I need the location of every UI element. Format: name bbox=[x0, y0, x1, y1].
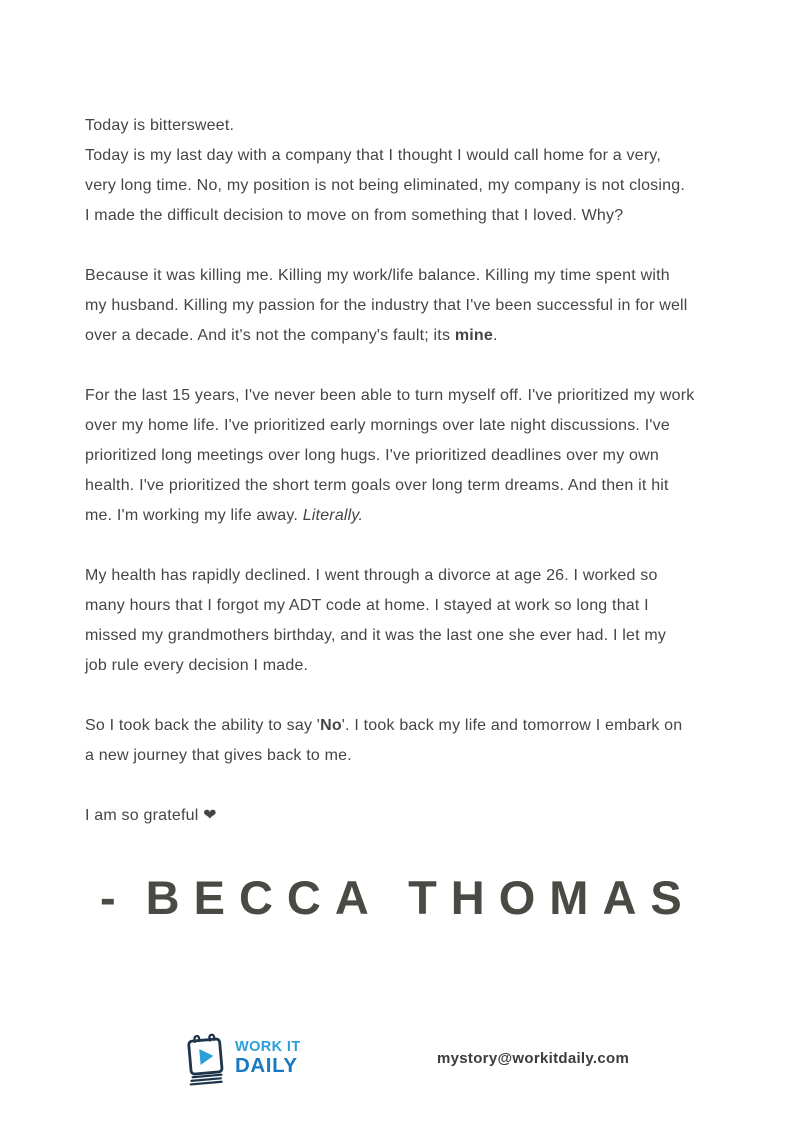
calendar-play-icon bbox=[183, 1030, 229, 1086]
footer bbox=[0, 1028, 794, 1088]
logo-text-workit: WORK IT bbox=[235, 1038, 301, 1055]
text-line: over my home life. I've prioritized early mornings over late night discussions. I've bbox=[85, 417, 670, 434]
text-line: So I took back the ability to say 'No'. I took back my life and tomorrow I embark on bbox=[85, 717, 683, 734]
text-line: I am so grateful ❤ bbox=[85, 807, 217, 824]
text-line: Because it was killing me. Killing my work/life balance. Killing my time spent with bbox=[85, 267, 670, 284]
paragraph bbox=[85, 381, 750, 531]
text-line: very long time. No, my position is not being eliminated, my company is not closing. bbox=[85, 177, 685, 194]
letter-body bbox=[85, 111, 750, 831]
text-line: Today is bittersweet. bbox=[85, 117, 235, 134]
text-line: health. I've prioritized the short term goals over long term dreams. And then it hit bbox=[85, 477, 669, 494]
text-line: my husband. Killing my passion for the industry that I've been successful in for well bbox=[85, 297, 688, 314]
text-line: many hours that I forgot my ADT code at home. I stayed at work so long that I bbox=[85, 597, 649, 614]
paragraph bbox=[85, 561, 750, 681]
text-line: My health has rapidly declined. I went through a divorce at age 26. I worked so bbox=[85, 567, 658, 584]
logo-text bbox=[235, 1040, 301, 1077]
signature-name: BECCA THOMAS bbox=[145, 871, 696, 924]
paragraph bbox=[85, 711, 750, 771]
text-line: a new journey that gives back to me. bbox=[85, 747, 352, 764]
text-line: I made the difficult decision to move on from something that I loved. Why? bbox=[85, 207, 624, 224]
contact-email: mystory@workitdaily.com bbox=[437, 1050, 630, 1067]
signature bbox=[100, 871, 696, 924]
paragraph bbox=[85, 261, 750, 351]
text-line: job rule every decision I made. bbox=[85, 657, 309, 674]
text-line: Today is my last day with a company that I thought I would call home for a very, bbox=[85, 147, 661, 164]
text-line: prioritized long meetings over long hugs. I've prioritized deadlines over my own bbox=[85, 447, 660, 464]
logo-text-daily: DAILY bbox=[235, 1054, 298, 1077]
text-line: missed my grandmothers birthday, and it was the last one she ever had. I let my bbox=[85, 627, 667, 644]
signature-dash: - bbox=[100, 871, 130, 924]
text-line: over a decade. And it's not the company's fault; its mine. bbox=[85, 327, 498, 344]
text-line: For the last 15 years, I've never been able to turn myself off. I've prioritized my work bbox=[85, 387, 695, 404]
paragraph bbox=[85, 801, 750, 831]
text-line: me. I'm working my life away. Literally. bbox=[85, 507, 364, 524]
workitdaily-logo bbox=[183, 1030, 301, 1086]
paragraph bbox=[85, 111, 750, 231]
